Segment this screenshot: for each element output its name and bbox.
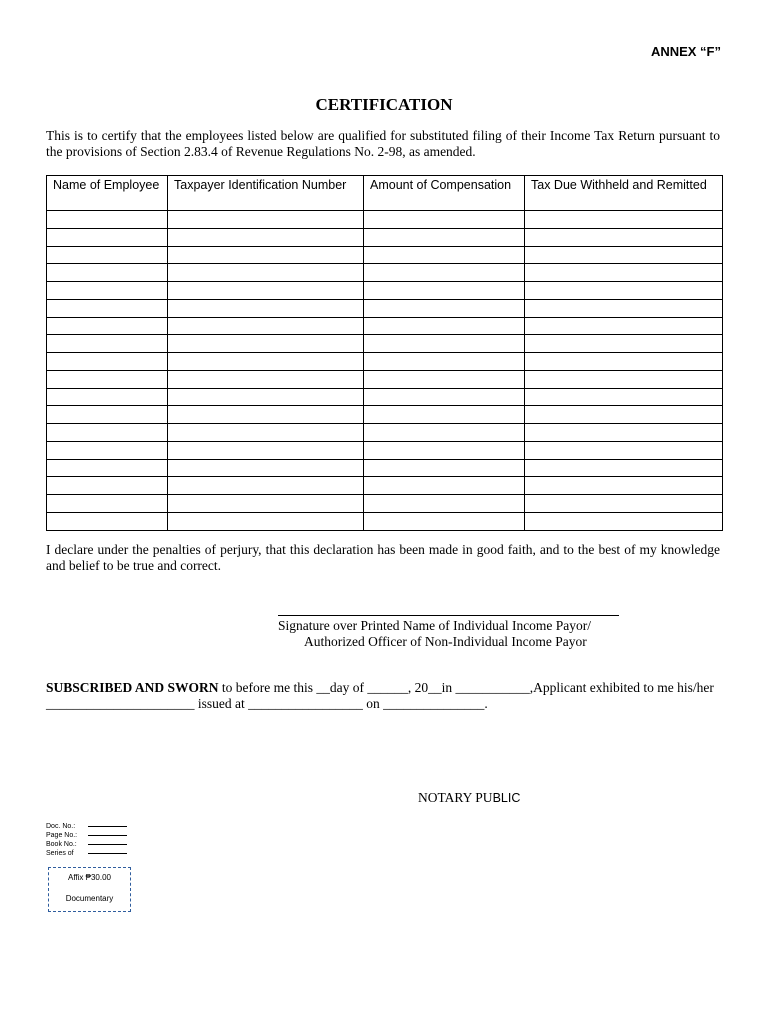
table-row [47, 211, 723, 229]
table-cell[interactable] [47, 211, 168, 229]
series-blank [88, 852, 127, 854]
series-label: Series of [46, 850, 74, 857]
table-cell[interactable] [47, 459, 168, 477]
table-cell[interactable] [364, 264, 525, 282]
table-cell[interactable] [168, 299, 364, 317]
table-cell[interactable] [525, 228, 723, 246]
table-cell[interactable] [47, 477, 168, 495]
table-cell[interactable] [364, 353, 525, 371]
table-cell[interactable] [168, 317, 364, 335]
table-cell[interactable] [364, 406, 525, 424]
table-cell[interactable] [168, 370, 364, 388]
table-cell[interactable] [168, 495, 364, 513]
table-row [47, 353, 723, 371]
stamp-text-line1: Affix ₱30.00 [68, 873, 111, 882]
table-cell[interactable] [47, 495, 168, 513]
table-cell[interactable] [525, 388, 723, 406]
table-cell[interactable] [364, 388, 525, 406]
table-cell[interactable] [168, 459, 364, 477]
table-cell[interactable] [525, 495, 723, 513]
notary-label-part1: NOTARY PU [418, 790, 493, 805]
table-cell[interactable] [525, 353, 723, 371]
table-cell[interactable] [47, 317, 168, 335]
table-cell[interactable] [47, 353, 168, 371]
table-cell[interactable] [168, 477, 364, 495]
doc-no-blank [88, 825, 127, 827]
table-cell[interactable] [168, 282, 364, 300]
table-row [47, 441, 723, 459]
table-cell[interactable] [525, 335, 723, 353]
table-cell[interactable] [525, 459, 723, 477]
table-cell[interactable] [525, 246, 723, 264]
notary-public-label [418, 790, 520, 806]
jurat-text: to before me this __day of ______, 20__in ___________,Applicant exhibited to me his/her ______________________ issued at _________________ on _______________. [46, 680, 714, 711]
table-cell[interactable] [525, 441, 723, 459]
table-row [47, 264, 723, 282]
table-cell[interactable] [47, 388, 168, 406]
table-cell[interactable] [364, 299, 525, 317]
book-no-blank [88, 843, 127, 845]
table-cell[interactable] [168, 441, 364, 459]
table-cell[interactable] [168, 424, 364, 442]
table-cell[interactable] [168, 246, 364, 264]
table-cell[interactable] [47, 264, 168, 282]
page-no-field [46, 832, 127, 839]
declaration-paragraph: I declare under the penalties of perjury, that this declaration has been made in good faith, and to the best of my knowledge and belief to be true and correct. [46, 542, 720, 573]
table-cell[interactable] [168, 512, 364, 530]
table-cell[interactable] [168, 211, 364, 229]
notary-label-part2: BLIC [492, 791, 521, 805]
book-no-field [46, 841, 127, 848]
stamp-text-line2: Documentary [65, 894, 114, 903]
page-no-label: Page No.: [46, 832, 78, 839]
table-cell[interactable] [364, 477, 525, 495]
column-header-tax-due: Tax Due Withheld and Remitted [525, 176, 723, 211]
table-cell[interactable] [525, 282, 723, 300]
table-row [47, 388, 723, 406]
table-cell[interactable] [525, 299, 723, 317]
table-cell[interactable] [47, 299, 168, 317]
table-row [47, 477, 723, 495]
table-cell[interactable] [364, 424, 525, 442]
table-cell[interactable] [364, 246, 525, 264]
column-header-compensation: Amount of Compensation [364, 176, 525, 211]
documentary-stamp-box [48, 867, 131, 912]
table-body [47, 211, 723, 531]
doc-no-field [46, 823, 127, 830]
table-row [47, 406, 723, 424]
page-title: CERTIFICATION [315, 95, 453, 114]
table-cell[interactable] [364, 512, 525, 530]
table-row [47, 335, 723, 353]
table-cell[interactable] [47, 424, 168, 442]
signature-caption-line2: Authorized Officer of Non-Individual Income Payor [304, 634, 587, 649]
table-cell[interactable] [364, 459, 525, 477]
table-cell[interactable] [525, 317, 723, 335]
table-cell[interactable] [47, 441, 168, 459]
table-cell[interactable] [525, 406, 723, 424]
intro-paragraph: This is to certify that the employees listed below are qualified for substituted filing of their Income Tax Return pursuant to the provisions of Section 2.83.4 of Revenue Regulations No. 2-98, as amended. [46, 128, 720, 159]
table-row [47, 246, 723, 264]
table-row [47, 512, 723, 530]
table-row [47, 299, 723, 317]
page-no-blank [88, 834, 127, 836]
table-cell[interactable] [168, 335, 364, 353]
table-cell[interactable] [168, 353, 364, 371]
table-cell[interactable] [47, 246, 168, 264]
jurat-bold-lead: SUBSCRIBED AND SWORN [46, 680, 219, 695]
table-cell[interactable] [47, 406, 168, 424]
table-cell[interactable] [168, 264, 364, 282]
table-cell[interactable] [47, 370, 168, 388]
table-cell[interactable] [47, 512, 168, 530]
table-row [47, 459, 723, 477]
table-cell[interactable] [364, 228, 525, 246]
table-row [47, 317, 723, 335]
table-cell[interactable] [525, 370, 723, 388]
table-cell[interactable] [525, 264, 723, 282]
table-cell[interactable] [364, 335, 525, 353]
table-cell[interactable] [47, 282, 168, 300]
table-header-row [47, 176, 723, 211]
table-cell[interactable] [168, 388, 364, 406]
table-cell[interactable] [168, 406, 364, 424]
table-row [47, 282, 723, 300]
doc-no-label: Doc. No.: [46, 823, 76, 830]
table-cell[interactable] [525, 477, 723, 495]
jurat-paragraph [46, 680, 722, 712]
table-cell[interactable] [364, 282, 525, 300]
table-cell[interactable] [525, 512, 723, 530]
table-cell[interactable] [364, 370, 525, 388]
table-cell[interactable] [364, 211, 525, 229]
table-cell[interactable] [168, 228, 364, 246]
table-cell[interactable] [364, 317, 525, 335]
table-cell[interactable] [47, 228, 168, 246]
column-header-tin: Taxpayer Identification Number [168, 176, 364, 211]
table-row [47, 370, 723, 388]
book-no-label: Book No.: [46, 841, 77, 848]
table-cell[interactable] [525, 211, 723, 229]
table-row [47, 228, 723, 246]
signature-line [278, 601, 619, 616]
annex-label: ANNEX “F” [650, 44, 721, 59]
table-row [47, 495, 723, 513]
table-cell[interactable] [525, 424, 723, 442]
table-cell[interactable] [364, 441, 525, 459]
series-field [46, 850, 127, 857]
table-cell[interactable] [47, 335, 168, 353]
signature-caption-line1: Signature over Printed Name of Individual Income Payor/ [278, 618, 592, 633]
employee-table [46, 175, 723, 531]
table-cell[interactable] [364, 495, 525, 513]
table-row [47, 424, 723, 442]
column-header-name: Name of Employee [47, 176, 168, 211]
